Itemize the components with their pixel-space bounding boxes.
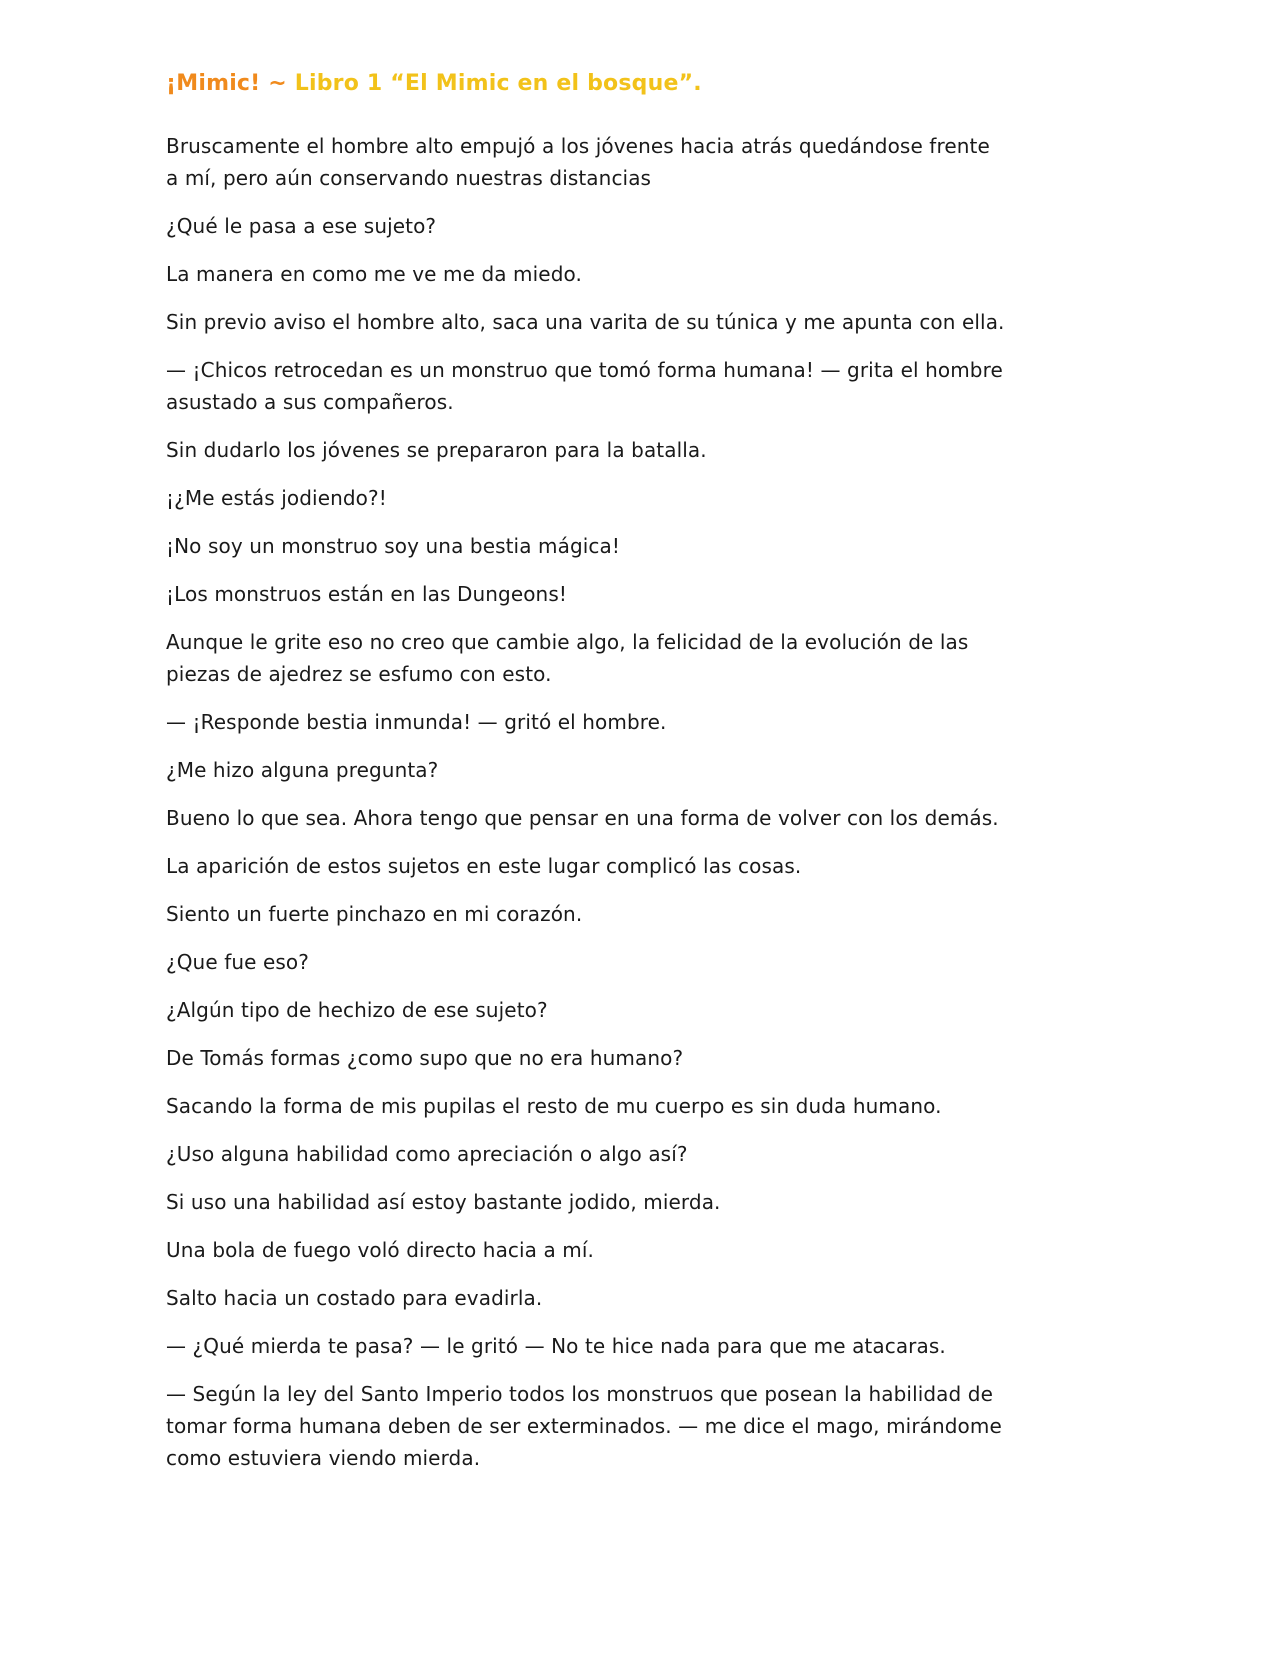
- paragraph: Siento un fuerte pinchazo en mi corazón.: [166, 902, 583, 926]
- paragraph: ¿Uso alguna habilidad como apreciación o algo así?: [166, 1142, 688, 1166]
- paragraph: ¡¿Me estás jodiendo?!: [166, 486, 387, 510]
- paragraph: La manera en como me ve me da miedo.: [166, 262, 582, 286]
- paragraph: ¡No soy un monstruo soy una bestia mágica!: [166, 534, 620, 558]
- paragraph: La aparición de estos sujetos en este lugar complicó las cosas.: [166, 854, 802, 878]
- paragraph: ¿Qué le pasa a ese sujeto?: [166, 214, 437, 238]
- paragraph: Bruscamente el hombre alto empujó a los jóvenes hacia atrás quedándose frente a mí, pero aún conservando nuestras distancias: [166, 134, 990, 190]
- paragraph: Sacando la forma de mis pupilas el resto de mu cuerpo es sin duda humano.: [166, 1094, 942, 1118]
- paragraph: Aunque le grite eso no creo que cambie algo, la felicidad de la evolución de las piezas de ajedrez se esfumo con esto.: [166, 630, 969, 686]
- title-book: Libro 1 “El Mimic en el bosque”.: [294, 71, 702, 96]
- paragraph: ¿Que fue eso?: [166, 950, 309, 974]
- paragraph: Una bola de fuego voló directo hacia a mí.: [166, 1238, 594, 1262]
- paragraph: Sin dudarlo los jóvenes se prepararon para la batalla.: [166, 438, 707, 462]
- paragraph: — Según la ley del Santo Imperio todos los monstruos que posean la habilidad de tomar forma humana deben de ser exterminados. — me dice el mago, mirándome como estuviera viendo mierda.: [166, 1382, 1002, 1470]
- paragraph: Salto hacia un costado para evadirla.: [166, 1286, 543, 1310]
- paragraph: — ¡Responde bestia inmunda! — gritó el hombre.: [166, 710, 667, 734]
- paragraph: Bueno lo que sea. Ahora tengo que pensar en una forma de volver con los demás.: [166, 806, 999, 830]
- paragraph: — ¡Chicos retrocedan es un monstruo que tomó forma humana! — grita el hombre asustado a sus compañeros.: [166, 358, 1003, 414]
- document-title: [166, 66, 1006, 102]
- title-series: ¡Mimic! ~: [166, 71, 295, 96]
- document-body: [166, 130, 1006, 1474]
- paragraph: ¡Los monstruos están en las Dungeons!: [166, 582, 567, 606]
- paragraph: ¿Me hizo alguna pregunta?: [166, 758, 439, 782]
- paragraph: Si uso una habilidad así estoy bastante jodido, mierda.: [166, 1190, 721, 1214]
- paragraph: ¿Algún tipo de hechizo de ese sujeto?: [166, 998, 548, 1022]
- document-page: [166, 66, 1006, 1490]
- paragraph: De Tomás formas ¿como supo que no era humano?: [166, 1046, 684, 1070]
- paragraph: — ¿Qué mierda te pasa? — le gritó — No te hice nada para que me atacaras.: [166, 1334, 946, 1358]
- paragraph: Sin previo aviso el hombre alto, saca una varita de su túnica y me apunta con ella.: [166, 310, 1005, 334]
